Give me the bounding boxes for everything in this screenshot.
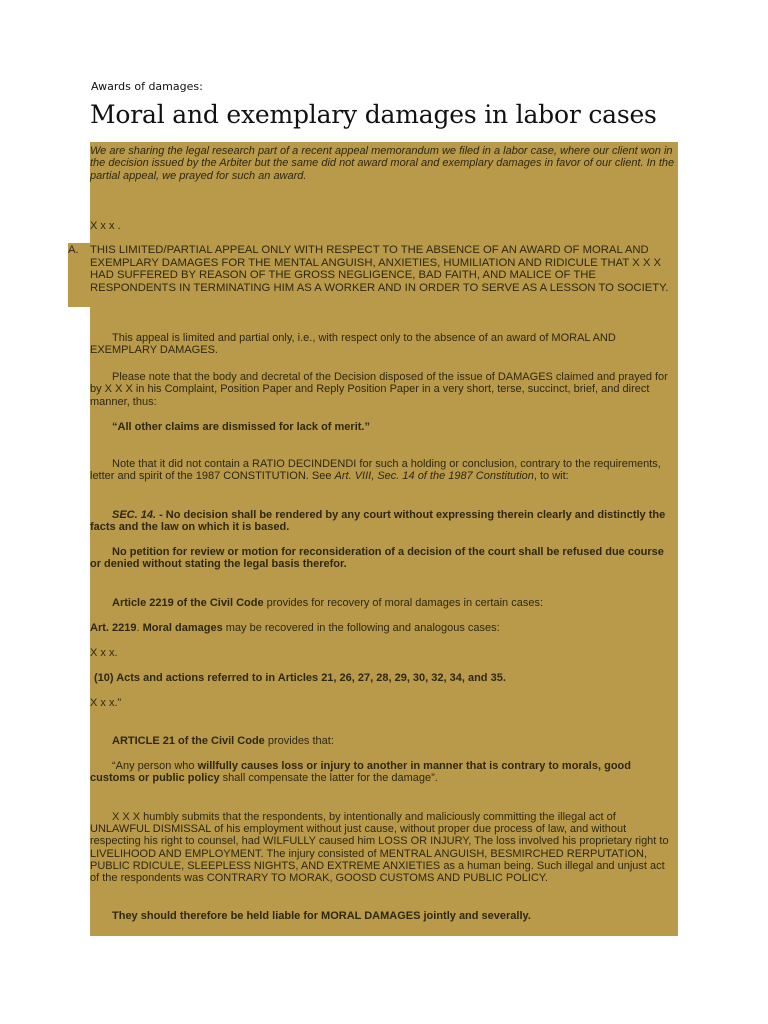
section-a-heading: THIS LIMITED/PARTIAL APPEAL ONLY WITH RESPECT TO THE ABSENCE OF AN AWARD OF MORAL AND EXEMPLARY DAMAGES FOR THE MENTAL ANGUISH, ANXIETIES, HUMILIATION AND RIDICULE THAT X X X HAD SUFFERED BY REASON OF THE GROSS NEGLIGENCE, BAD FAITH, AND MALICE OF THE RESPONDENTS IN TERMINATING HIM AS A WORKER AND IN ORDER TO SERVE AS A LESSON TO SOCIETY. xyxy=(90,244,669,294)
paragraph-unlawful-dismissal: X X X humbly submits that the respondents, by intentionally and maliciously committing the illegal act of UNLAWFUL DISMISSAL of his employment without just cause, without proper due process of law, and without respecting his right to counsel, had WILFULLY caused him LOSS OR INJURY, The loss involved his proprietary right to LIVELIHOOD AND EMPLOYMENT. The injury consisted of MENTRAL ANGUISH, BESMIRCHED RERPUTATION, PUBLIC RDICULE, SLEEPLESS NIGHTS, AND EXTREME ANXIETIES as a human being. Such illegal and unjust act of the respondents was CONTRARY TO MORAK, GOOSD CUSTOMS AND PUBLIC POLICY. xyxy=(90,811,669,885)
item-10: (10) Acts and actions referred to in Articles 21, 26, 27, 28, 29, 30, 32, 34, and 35. xyxy=(94,672,506,684)
xxx-ellipsis-1: X x x . xyxy=(90,220,121,232)
art21-quote-post: shall compensate the latter for the damage”. xyxy=(219,772,438,785)
sec14-text: - No decision shall be rendered by any court without expressing therein clearly and distinctly the facts and the law on which it is based. xyxy=(90,509,666,534)
art2219-intro xyxy=(90,597,676,609)
quote-dismissed: “All other claims are dismissed for lack of merit.” xyxy=(112,421,370,433)
ratio-text: Note that it did not contain a RATIO DECINDENDI for such a holding or conclusion, contrary to the requirements, letter and spirit of the 1987 CONSTITUTION. See xyxy=(90,458,661,483)
page-title: Moral and exemplary damages in labor cases xyxy=(90,100,657,129)
art2219-bold: Moral damages xyxy=(142,622,223,634)
xxx-ellipsis-2: X x x. xyxy=(90,647,118,659)
art21-quote-pre: “Any person who xyxy=(112,760,198,772)
ratio-tail: , to wit: xyxy=(533,470,569,483)
art2219-intro-bold: Article 2219 of the Civil Code xyxy=(112,597,264,609)
kicker-label: Awards of damages: xyxy=(91,80,203,93)
art21-quote-bold: willfully causes loss or injury to another in manner that is contrary to morals, good customs or public policy xyxy=(90,760,631,785)
art2219-intro-text: provides for recovery of moral damages in certain cases: xyxy=(263,597,544,609)
intro-paragraph: We are sharing the legal research part of a recent appeal memorandum we filed in a labor case, where our client won in the decision issued by the Arbiter but the same did not award moral and exemplary damages in favor of our client. In the partial appeal, we prayed for such an award. xyxy=(90,145,675,182)
section-marker: A. xyxy=(68,244,79,256)
art21-intro xyxy=(90,735,676,747)
paragraph-decretal: Please note that the body and decretal of the Decision disposed of the issue of DAMAGES claimed and prayed for by X X X in his Complaint, Position Paper and Reply Position Paper in a very short, terse, succinct, brief, and direct manner, thus: xyxy=(90,371,668,408)
art2219-sep: . xyxy=(136,622,143,634)
constitution-cite: Art. VIII, Sec. 14 of the 1987 Constitution xyxy=(334,470,534,483)
sec14-label: SEC. 14. xyxy=(112,509,157,521)
art2219-text: may be recovered in the following and analogous cases: xyxy=(222,622,500,634)
paragraph-ratio xyxy=(90,458,676,483)
sec14-second-paragraph: No petition for review or motion for reconsideration of a decision of the court shall be refused due course or denied without stating the legal basis therefor. xyxy=(90,546,664,571)
art2219-label: Art. 2219 xyxy=(90,622,137,634)
sec14-paragraph xyxy=(90,509,676,534)
art21-intro-text: provides that: xyxy=(264,735,334,747)
art2219-line xyxy=(90,622,676,634)
xxx-ellipsis-3: X x x.” xyxy=(90,697,122,709)
art21-quote xyxy=(90,760,676,785)
paragraph-liability: They should therefore be held liable for MORAL DAMAGES jointly and severally. xyxy=(112,910,531,922)
paragraph-limited-appeal: This appeal is limited and partial only, i.e., with respect only to the absence of an award of MORAL AND EXEMPLARY DAMAGES. xyxy=(90,332,616,357)
art21-intro-bold: ARTICLE 21 of the Civil Code xyxy=(112,735,265,747)
